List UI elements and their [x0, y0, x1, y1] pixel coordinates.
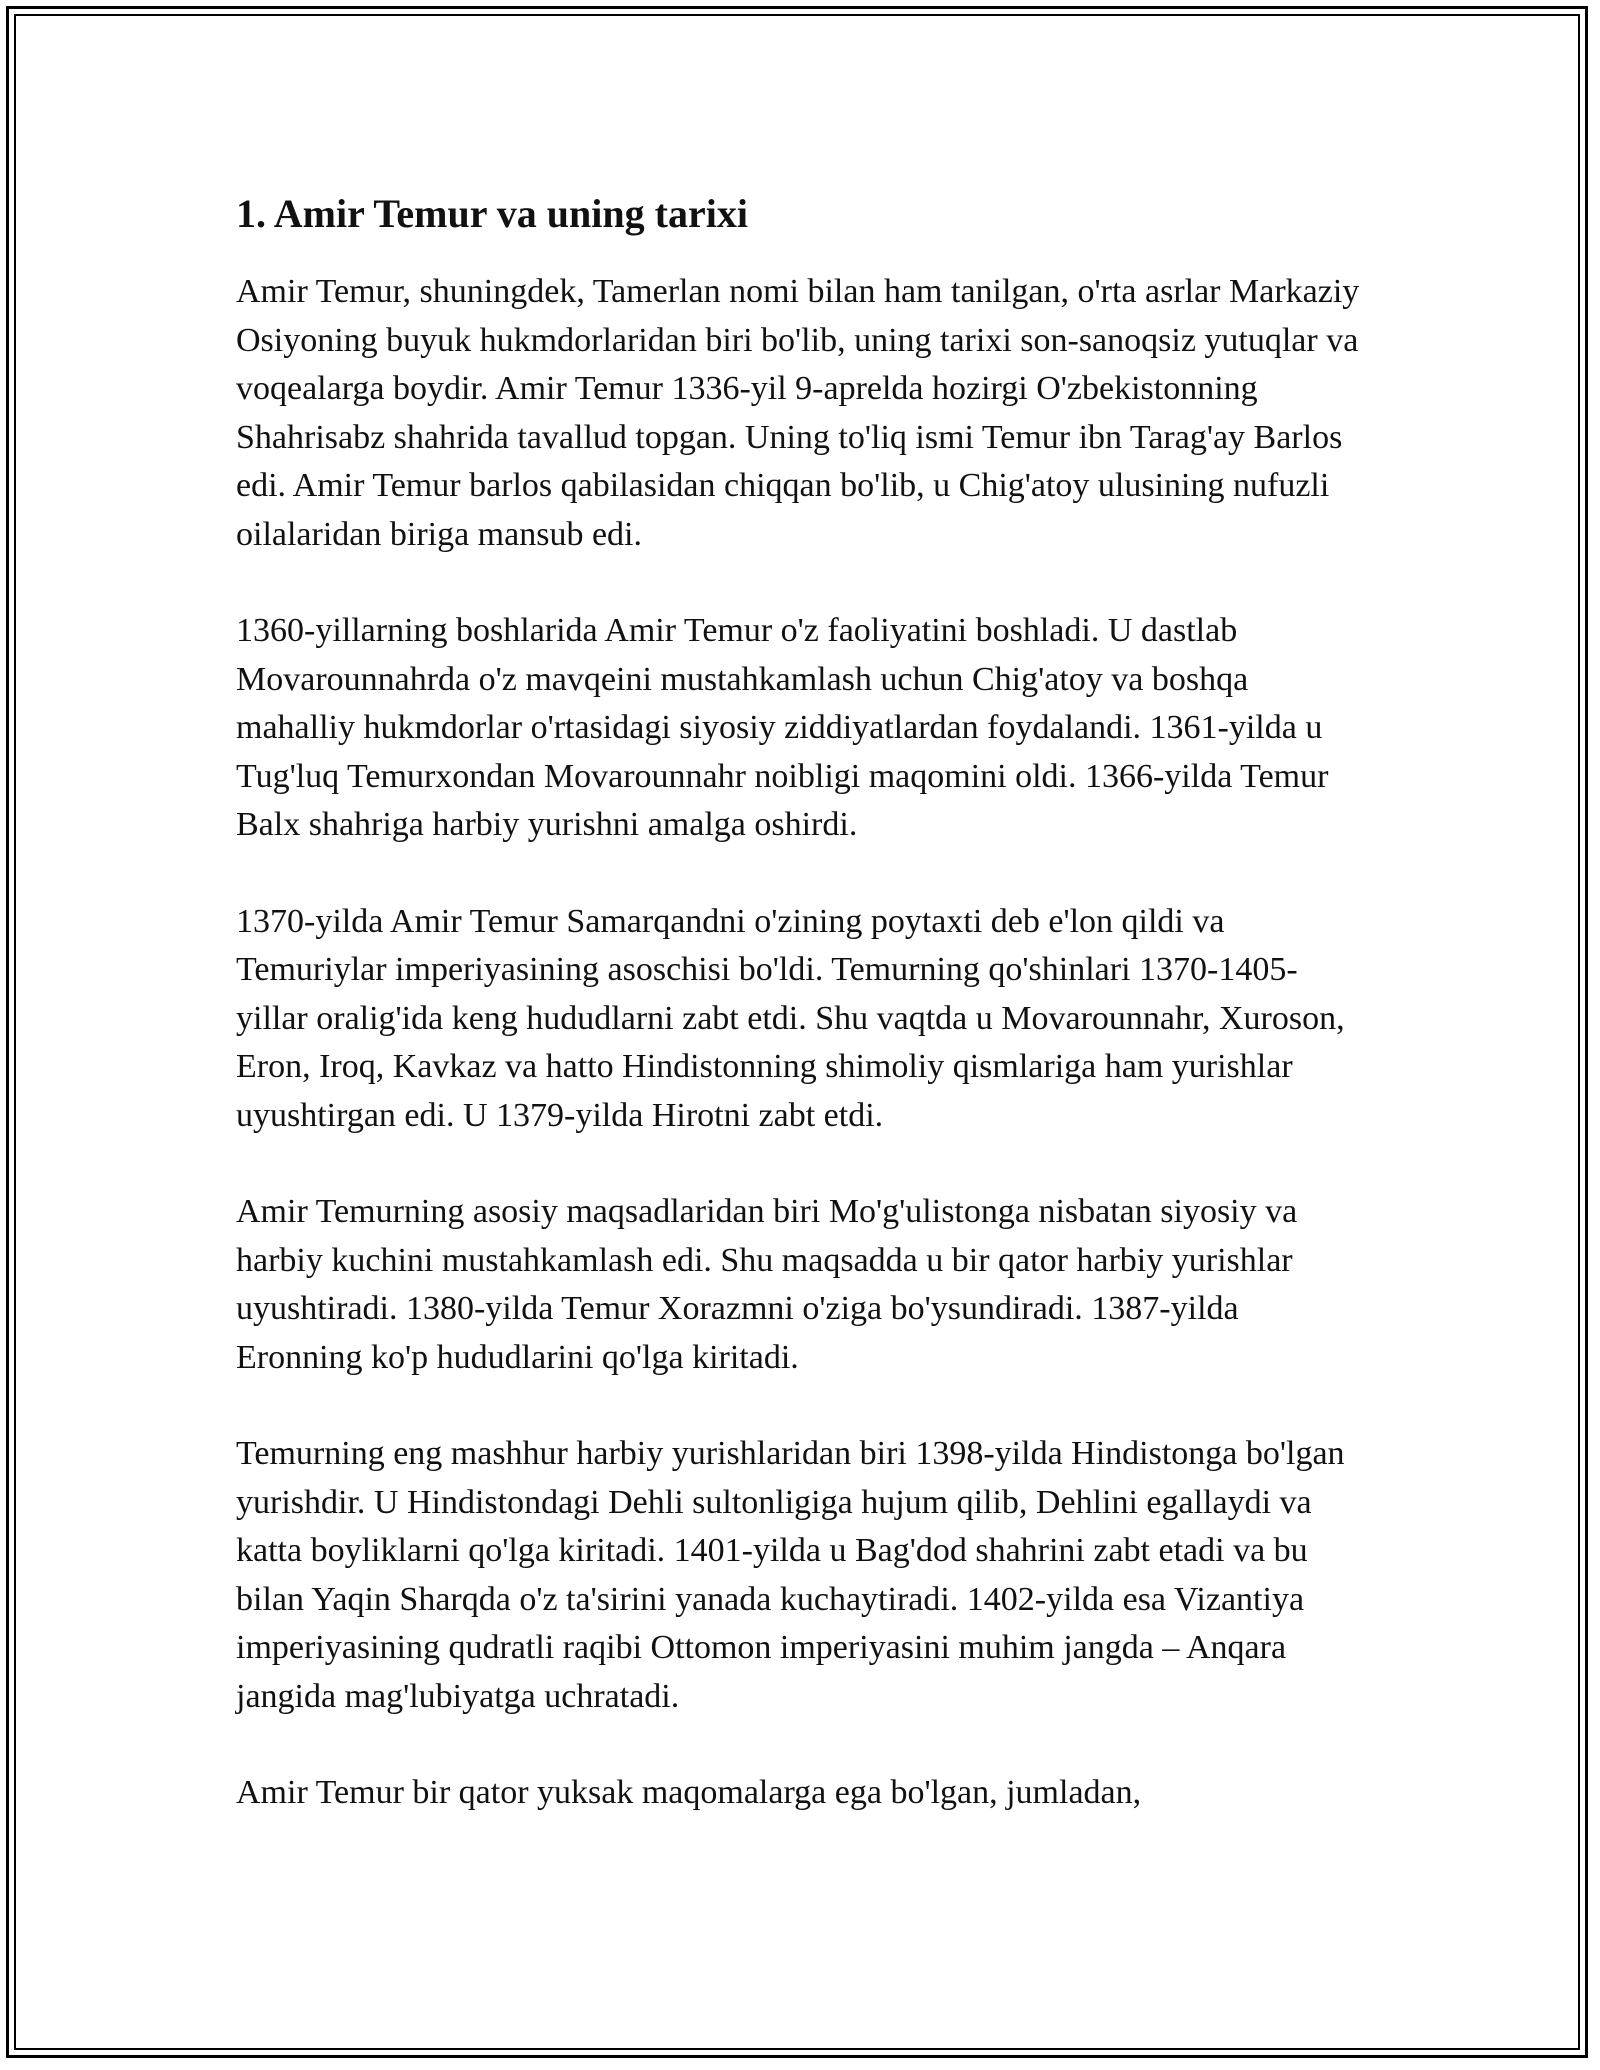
paragraph-samarkand-capital: 1370-yilda Amir Temur Samarqandni o'zining poytaxti deb e'lon qildi va Temuriylar imperiyasining asoschisi bo'ldi. Temurning qo'shinlari 1370-1405-yillar oralig'ida keng hududlarni zabt etdi. Shu vaqtda u Movarounnahr, Xuroson, Eron, Iroq, Kavkaz va hatto Hindistonning shimoliy qismlariga ham yurishlar uyushtirgan edi. U 1379-yilda Hirotni zabt etdi. — [236, 902, 1345, 1134]
paragraph-titles: Amir Temur bir qator yuksak maqomalarga ega bo'lgan, jumladan, — [236, 1774, 1142, 1811]
paragraph-early-career: 1360-yillarning boshlarida Amir Temur o'z faoliyatini boshladi. U dastlab Movarounnahrda o'z mavqeini mustahkamlash uchun Chig'atoy va boshqa mahalliy hukmdorlar o'rtasidagi siyosiy ziddiyatlardan foydalandi. 1361-yilda u Tug'luq Temurxondan Movarounnahr noibligi maqomini oldi. 1366-yilda Temur Balx shahriga harbiy yurishni amalga oshirdi. — [236, 612, 1329, 843]
paragraph-famous-campaigns: Temurning eng mashhur harbiy yurishlaridan biri 1398-yilda Hindistonga bo'lgan yurishdir. U Hindistondagi Dehli sultonligiga hujum qilib, Dehlini egallaydi va katta boyliklarni qo'lga kiritadi. 1401-yilda u Bag'dod shahrini zabt etadi va bu bilan Yaqin Sharqda o'z ta'sirini yanada kuchaytiradi. 1402-yilda esa Vizantiya imperiyasining qudratli raqibi Ottomon imperiyasini muhim jangda – Anqara jangida mag'lubiyatga uchratadi. — [236, 1435, 1345, 1715]
paragraph-birth: Amir Temur, shuningdek, Tamerlan nomi bilan ham tanilgan, o'rta asrlar Markaziy Osiyoning buyuk hukmdorlaridan biri bo'lib, uning tarixi son-sanoqsiz yutuqlar va voqealarga boydir. Amir Temur 1336-yil 9-aprelda hozirgi O'zbekistonning Shahrisabz shahrida tavallud topgan. Uning to'liq ismi Temur ibn Tarag'ay Barlos edi. Amir Temur barlos qabilasidan chiqqan bo'lib, u Chig'atoy ulusining nufuzli oilalaridan biriga mansub edi. — [236, 273, 1360, 553]
document-body — [236, 186, 1366, 1866]
paragraph-military-goals: Amir Temurning asosiy maqsadlaridan biri Mo'g'ulistonga nisbatan siyosiy va harbiy kuchini mustahkamlash edi. Shu maqsadda u bir qator harbiy yurishlar uyushtiradi. 1380-yilda Temur Xorazmni o'ziga bo'ysundiradi. 1387-yilda Eronning ko'p hududlarini qo'lga kiritadi. — [236, 1193, 1298, 1376]
section-title: 1. Amir Temur va uning tarixi — [236, 191, 748, 236]
